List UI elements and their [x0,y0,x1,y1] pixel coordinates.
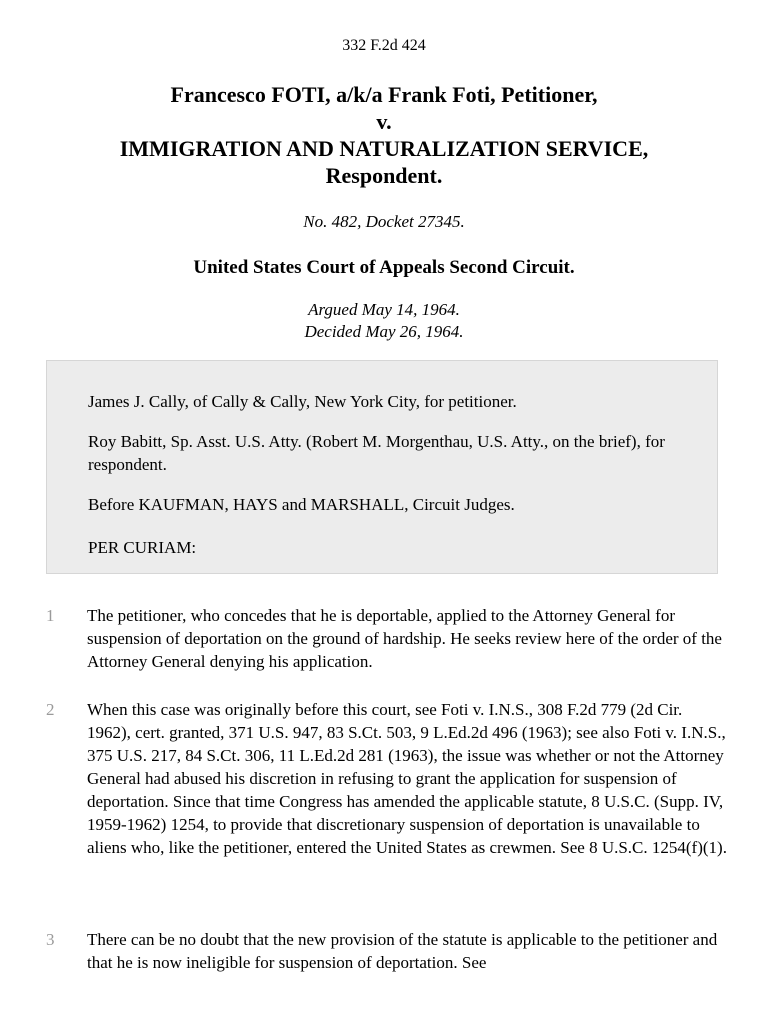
decided-date: Decided May 26, 1964. [304,322,464,341]
paragraph-number-2: 2 [46,700,55,719]
case-header-box [46,360,718,574]
paragraph-number-3: 3 [46,930,55,949]
caption-versus: v. [376,109,392,134]
paragraph-1: The petitioner, who concedes that he is deportable, applied to the Attorney General for suspension of deportation on the ground of hardship. He seeks review here of the order of the Attorney General denying his application. [87,606,722,671]
caption-respondent-role: Respondent. [325,163,443,188]
counsel-petitioner: James J. Cally, of Cally & Cally, New York City, for petitioner. [88,392,517,411]
paragraph-3: There can be no doubt that the new provision of the statute is applicable to the petitioner and that he is now ineligible for suspension of deportation. See [87,930,718,972]
counsel-respondent: Roy Babitt, Sp. Asst. U.S. Atty. (Robert M. Morgenthau, U.S. Atty., on the brief), for respondent. [88,432,665,474]
case-caption [40,81,728,189]
paragraph-number-1: 1 [46,606,55,625]
caption-petitioner: Francesco FOTI, a/k/a Frank Foti, Petitioner, [170,82,598,107]
argued-date: Argued May 14, 1964. [308,300,460,319]
caption-respondent-name: IMMIGRATION AND NATURALIZATION SERVICE, [119,136,649,161]
judges-panel: Before KAUFMAN, HAYS and MARSHALL, Circuit Judges. [88,495,515,514]
case-citation: 332 F.2d 424 [342,37,426,54]
case-dates [0,299,768,343]
paragraph-2: When this case was originally before this court, see Foti v. I.N.S., 308 F.2d 779 (2d Cir. 1962), cert. granted, 371 U.S. 947, 83 S.Ct. 503, 9 L.Ed.2d 496 (1963); see also Foti v. I.N.S., 375 U.S. 217, 84 S.Ct. 306, 11 L.Ed.2d 281 (1963), the issue was whether or not the Attorney General had abused his discretion in refusing to grant the application for suspension of deportation. Since that time Congress has amended the applicable statute, 8 U.S.C. (Supp. IV, 1959-1962) 1254, to provide that discretionary suspension of deportation is unavailable to aliens who, like the petitioner, entered the United States as crewmen. See 8 U.S.C. 1254(f)(1). [87,700,727,857]
docket-number: No. 482, Docket 27345. [303,212,465,231]
per-curiam-label: PER CURIAM: [88,538,197,557]
court-name: United States Court of Appeals Second Circuit. [193,257,575,278]
